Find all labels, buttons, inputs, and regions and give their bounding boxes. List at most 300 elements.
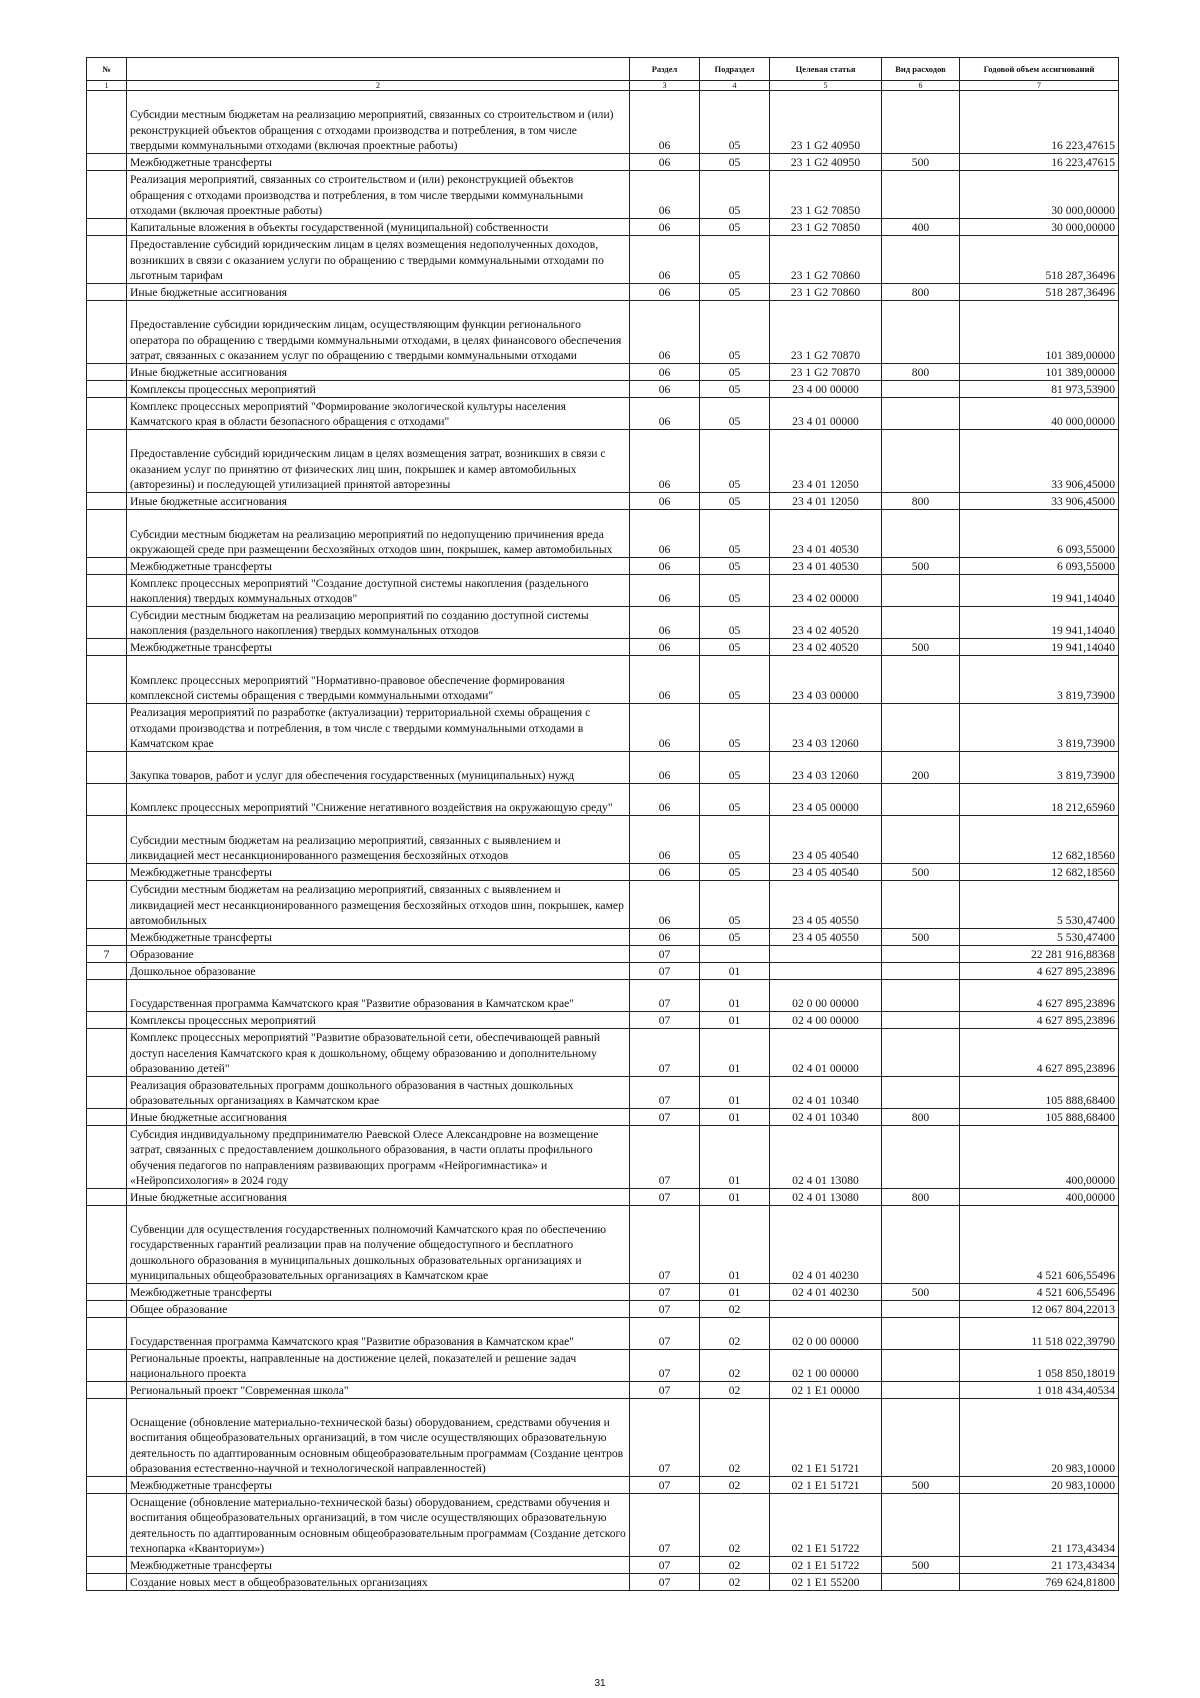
row-name: Иные бюджетные ассигнования <box>127 1189 630 1206</box>
row-target-article: 23 1 G2 70860 <box>770 284 882 301</box>
row-razdel: 07 <box>630 1318 700 1350</box>
row-razdel: 06 <box>630 656 700 704</box>
row-amount: 3 819,73900 <box>960 704 1119 752</box>
budget-table <box>86 57 1119 1591</box>
row-expense-type: 800 <box>882 284 960 301</box>
row-name: Комплекс процессных мероприятий "Формирование экологической культуры населения Камчатского края в области безопасного обращения с отходами" <box>127 398 630 430</box>
row-razdel: 07 <box>630 963 700 980</box>
table-row <box>87 946 1119 963</box>
row-razdel: 06 <box>630 864 700 881</box>
row-amount: 21 173,43434 <box>960 1494 1119 1557</box>
row-razdel: 07 <box>630 1399 700 1477</box>
row-name: Межбюджетные трансферты <box>127 929 630 946</box>
table-row <box>87 1012 1119 1029</box>
row-amount: 11 518 022,39790 <box>960 1318 1119 1350</box>
row-target-article: 23 4 02 40520 <box>770 607 882 639</box>
row-name: Оснащение (обновление материально-технической базы) оборудованием, средствами обучения и воспитания общеобразовательных организаций, в том числе осуществляющих образовательную деятельность по адаптированным основным общеобразовательным программам (Создание детского технопарка «Кванториум») <box>127 1494 630 1557</box>
row-number <box>87 1350 127 1382</box>
row-expense-type: 500 <box>882 864 960 881</box>
row-expense-type <box>882 430 960 493</box>
row-expense-type: 500 <box>882 558 960 575</box>
row-expense-type <box>882 704 960 752</box>
row-number <box>87 430 127 493</box>
row-target-article: 23 4 02 40520 <box>770 639 882 656</box>
column-number: 4 <box>700 81 770 91</box>
column-number: 5 <box>770 81 882 91</box>
column-number: 6 <box>882 81 960 91</box>
row-amount: 101 389,00000 <box>960 301 1119 364</box>
row-amount: 769 624,81800 <box>960 1574 1119 1591</box>
table-row <box>87 364 1119 381</box>
row-expense-type <box>882 91 960 154</box>
row-name: Межбюджетные трансферты <box>127 1284 630 1301</box>
row-amount: 101 389,00000 <box>960 364 1119 381</box>
row-podrazdel: 05 <box>700 493 770 510</box>
table-row <box>87 510 1119 558</box>
row-name: Государственная программа Камчатского края "Развитие образования в Камчатском крае" <box>127 1318 630 1350</box>
row-target-article: 02 1 00 00000 <box>770 1350 882 1382</box>
header-no: № <box>87 58 127 81</box>
row-expense-type: 500 <box>882 639 960 656</box>
row-number <box>87 929 127 946</box>
row-razdel: 07 <box>630 1126 700 1189</box>
row-name: Комплекс процессных мероприятий "Нормативно-правовое обеспечение формирования комплексной системы обращения с твердыми коммунальными отходами" <box>127 656 630 704</box>
row-number <box>87 1318 127 1350</box>
row-name: Иные бюджетные ассигнования <box>127 1109 630 1126</box>
row-name: Закупка товаров, работ и услуг для обеспечения государственных (муниципальных) нужд <box>127 752 630 784</box>
row-razdel: 06 <box>630 236 700 284</box>
row-target-article: 02 4 01 40230 <box>770 1206 882 1284</box>
row-name: Реализация мероприятий по разработке (актуализации) территориальной схемы обращения с отходами производства и потребления, в том числе с твердыми коммунальными отходами в Камчатском крае <box>127 704 630 752</box>
row-amount: 19 941,14040 <box>960 607 1119 639</box>
page-number: 31 <box>594 1678 606 1689</box>
row-target-article: 02 4 01 10340 <box>770 1077 882 1109</box>
row-podrazdel: 05 <box>700 154 770 171</box>
row-amount: 400,00000 <box>960 1126 1119 1189</box>
row-number <box>87 1574 127 1591</box>
row-name: Межбюджетные трансферты <box>127 154 630 171</box>
table-row <box>87 656 1119 704</box>
row-podrazdel: 01 <box>700 1126 770 1189</box>
row-target-article: 02 1 E1 55200 <box>770 1574 882 1591</box>
row-razdel: 06 <box>630 929 700 946</box>
table-row <box>87 1126 1119 1189</box>
row-target-article: 23 1 G2 70870 <box>770 364 882 381</box>
row-target-article: 02 1 E1 51721 <box>770 1399 882 1477</box>
row-podrazdel: 05 <box>700 284 770 301</box>
row-expense-type: 500 <box>882 1284 960 1301</box>
row-razdel: 06 <box>630 364 700 381</box>
row-target-article: 23 4 01 00000 <box>770 398 882 430</box>
column-number-row <box>87 81 1119 91</box>
row-amount: 4 521 606,55496 <box>960 1206 1119 1284</box>
column-number: 7 <box>960 81 1119 91</box>
row-podrazdel <box>700 946 770 963</box>
table-row <box>87 154 1119 171</box>
row-name: Оснащение (обновление материально-технической базы) оборудованием, средствами обучения и воспитания общеобразовательных организаций, в том числе осуществляющих образовательную деятельность по адаптированным основным общеобразовательным программам (Создание центров образования естественно-научной и технологической направленностей) <box>127 1399 630 1477</box>
row-amount: 4 627 895,23896 <box>960 963 1119 980</box>
row-amount: 4 627 895,23896 <box>960 1029 1119 1077</box>
row-name: Государственная программа Камчатского края "Развитие образования в Камчатском крае" <box>127 980 630 1012</box>
row-amount: 30 000,00000 <box>960 219 1119 236</box>
row-expense-type <box>882 1350 960 1382</box>
table-header-row <box>87 58 1119 81</box>
row-target-article: 02 1 E1 51721 <box>770 1477 882 1494</box>
row-target-article: 23 1 G2 70850 <box>770 171 882 219</box>
table-row <box>87 493 1119 510</box>
row-target-article: 02 4 01 13080 <box>770 1189 882 1206</box>
table-row <box>87 1494 1119 1557</box>
row-podrazdel: 05 <box>700 236 770 284</box>
row-target-article: 02 0 00 00000 <box>770 1318 882 1350</box>
row-number <box>87 864 127 881</box>
row-podrazdel: 05 <box>700 171 770 219</box>
row-amount: 20 983,10000 <box>960 1477 1119 1494</box>
row-podrazdel: 05 <box>700 558 770 575</box>
row-razdel: 07 <box>630 1029 700 1077</box>
row-target-article: 23 4 03 12060 <box>770 704 882 752</box>
row-expense-type: 800 <box>882 1189 960 1206</box>
row-name: Региональный проект "Современная школа" <box>127 1382 630 1399</box>
row-expense-type <box>882 1574 960 1591</box>
row-expense-type: 800 <box>882 493 960 510</box>
row-razdel: 06 <box>630 881 700 929</box>
row-expense-type <box>882 1318 960 1350</box>
row-name: Межбюджетные трансферты <box>127 1477 630 1494</box>
row-name: Региональные проекты, направленные на достижение целей, показателей и решение задач национального проекта <box>127 1350 630 1382</box>
row-name: Субсидия индивидуальному предпринимателю Раевской Олесе Александровне на возмещение затрат, связанных с предоставлением дошкольного образования, в части оплаты профильного обучения педагогов по направлениям развивающих программ «Нейрогимнастика» и «Нейропсихология» в 2024 году <box>127 1126 630 1189</box>
row-number <box>87 398 127 430</box>
row-name: Дошкольное образование <box>127 963 630 980</box>
row-amount: 19 941,14040 <box>960 639 1119 656</box>
row-number <box>87 510 127 558</box>
row-number <box>87 816 127 864</box>
row-podrazdel: 05 <box>700 91 770 154</box>
row-razdel: 06 <box>630 91 700 154</box>
row-amount: 400,00000 <box>960 1189 1119 1206</box>
row-podrazdel: 01 <box>700 1077 770 1109</box>
row-target-article: 23 4 02 00000 <box>770 575 882 607</box>
row-expense-type <box>882 1399 960 1477</box>
row-expense-type <box>882 1126 960 1189</box>
row-expense-type <box>882 1494 960 1557</box>
row-number <box>87 284 127 301</box>
row-target-article: 23 1 G2 70850 <box>770 219 882 236</box>
row-number <box>87 1477 127 1494</box>
row-number <box>87 171 127 219</box>
row-razdel: 06 <box>630 398 700 430</box>
row-number <box>87 656 127 704</box>
row-number <box>87 91 127 154</box>
table-row <box>87 284 1119 301</box>
table-row <box>87 1574 1119 1591</box>
row-podrazdel: 02 <box>700 1301 770 1318</box>
row-razdel: 06 <box>630 301 700 364</box>
row-expense-type <box>882 1301 960 1318</box>
row-expense-type <box>882 963 960 980</box>
row-amount: 1 018 434,40534 <box>960 1382 1119 1399</box>
row-podrazdel: 02 <box>700 1318 770 1350</box>
row-target-article: 23 1 G2 70860 <box>770 236 882 284</box>
table-row <box>87 963 1119 980</box>
row-podrazdel: 05 <box>700 752 770 784</box>
row-podrazdel: 05 <box>700 607 770 639</box>
row-number <box>87 1301 127 1318</box>
row-name: Межбюджетные трансферты <box>127 1557 630 1574</box>
row-podrazdel: 01 <box>700 980 770 1012</box>
row-name: Субсидии местным бюджетам на реализацию мероприятий, связанных со строительством и (или) реконструкцией объектов обращения с отходами производства и потребления, в том числе твердыми коммунальными отходами (включая проектные работы) <box>127 91 630 154</box>
table-row <box>87 980 1119 1012</box>
row-podrazdel: 05 <box>700 301 770 364</box>
row-amount: 105 888,68400 <box>960 1109 1119 1126</box>
row-razdel: 07 <box>630 946 700 963</box>
row-target-article: 23 1 G2 70870 <box>770 301 882 364</box>
row-target-article: 23 4 05 40540 <box>770 864 882 881</box>
row-number <box>87 1494 127 1557</box>
table-row <box>87 236 1119 284</box>
row-target-article: 02 1 E1 51722 <box>770 1494 882 1557</box>
table-row <box>87 1029 1119 1077</box>
row-target-article: 02 1 E1 00000 <box>770 1382 882 1399</box>
row-expense-type <box>882 946 960 963</box>
row-expense-type <box>882 656 960 704</box>
row-target-article: 02 4 00 00000 <box>770 1012 882 1029</box>
row-expense-type <box>882 301 960 364</box>
row-podrazdel: 05 <box>700 656 770 704</box>
row-razdel: 07 <box>630 1477 700 1494</box>
row-name: Субсидии местным бюджетам на реализацию мероприятий, связанных с выявлением и ликвидацией мест несанкционированного размещения бесхозяйных отходов шин, покрышек, камер автомобильных <box>127 881 630 929</box>
row-expense-type <box>882 1012 960 1029</box>
row-razdel: 06 <box>630 752 700 784</box>
row-amount: 12 682,18560 <box>960 864 1119 881</box>
row-target-article: 23 4 00 00000 <box>770 381 882 398</box>
row-amount: 40 000,00000 <box>960 398 1119 430</box>
row-amount: 33 906,45000 <box>960 430 1119 493</box>
row-number <box>87 364 127 381</box>
row-target-article: 23 4 01 12050 <box>770 430 882 493</box>
row-target-article: 23 4 03 12060 <box>770 752 882 784</box>
row-amount: 6 093,55000 <box>960 558 1119 575</box>
row-name: Комплекс процессных мероприятий "Развитие образовательной сети, обеспечивающей равный доступ населения Камчатского края к дошкольному, общему образованию и дополнительному образованию детей" <box>127 1029 630 1077</box>
row-expense-type <box>882 236 960 284</box>
table-row <box>87 929 1119 946</box>
row-razdel: 07 <box>630 1557 700 1574</box>
row-podrazdel: 02 <box>700 1574 770 1591</box>
row-number <box>87 1189 127 1206</box>
row-podrazdel: 02 <box>700 1557 770 1574</box>
table-row <box>87 1189 1119 1206</box>
row-number <box>87 1382 127 1399</box>
row-target-article: 02 4 01 40230 <box>770 1284 882 1301</box>
row-name: Комплексы процессных мероприятий <box>127 1012 630 1029</box>
table-row <box>87 639 1119 656</box>
row-razdel: 07 <box>630 1109 700 1126</box>
row-razdel: 07 <box>630 980 700 1012</box>
row-name: Образование <box>127 946 630 963</box>
row-target-article: 23 4 05 40540 <box>770 816 882 864</box>
row-expense-type: 200 <box>882 752 960 784</box>
row-expense-type <box>882 1029 960 1077</box>
row-name: Межбюджетные трансферты <box>127 558 630 575</box>
row-amount: 518 287,36496 <box>960 284 1119 301</box>
row-razdel: 06 <box>630 510 700 558</box>
table-row <box>87 607 1119 639</box>
row-expense-type: 500 <box>882 929 960 946</box>
row-razdel: 06 <box>630 171 700 219</box>
row-target-article: 02 4 01 13080 <box>770 1126 882 1189</box>
table-row <box>87 1477 1119 1494</box>
row-razdel: 06 <box>630 639 700 656</box>
row-amount: 12 067 804,22013 <box>960 1301 1119 1318</box>
row-razdel: 07 <box>630 1382 700 1399</box>
row-number <box>87 639 127 656</box>
row-name: Межбюджетные трансферты <box>127 864 630 881</box>
row-amount: 518 287,36496 <box>960 236 1119 284</box>
row-razdel: 06 <box>630 284 700 301</box>
row-razdel: 06 <box>630 154 700 171</box>
column-number: 3 <box>630 81 700 91</box>
row-target-article: 23 1 G2 40950 <box>770 154 882 171</box>
row-podrazdel: 05 <box>700 704 770 752</box>
row-expense-type <box>882 1077 960 1109</box>
row-amount: 16 223,47615 <box>960 154 1119 171</box>
row-number <box>87 219 127 236</box>
row-amount: 22 281 916,88368 <box>960 946 1119 963</box>
row-target-article: 02 1 E1 51722 <box>770 1557 882 1574</box>
row-number <box>87 236 127 284</box>
row-amount: 1 058 850,18019 <box>960 1350 1119 1382</box>
row-target-article: 23 4 05 40550 <box>770 881 882 929</box>
row-amount: 18 212,65960 <box>960 784 1119 816</box>
row-amount: 4 627 895,23896 <box>960 980 1119 1012</box>
row-amount: 33 906,45000 <box>960 493 1119 510</box>
header-podrazdel: Подраздел <box>700 58 770 81</box>
row-podrazdel: 05 <box>700 398 770 430</box>
row-amount: 4 521 606,55496 <box>960 1284 1119 1301</box>
row-expense-type <box>882 816 960 864</box>
table-row <box>87 752 1119 784</box>
row-name: Предоставление субсидий юридическим лицам в целях возмещения затрат, возникших в связи с оказанием услуг по принятию от физических лиц шин, покрышек и камер автомобильных (авторезины) и последующей утилизацией принятой авторезины <box>127 430 630 493</box>
row-expense-type <box>882 1206 960 1284</box>
table-row <box>87 301 1119 364</box>
row-podrazdel: 05 <box>700 864 770 881</box>
table-row <box>87 219 1119 236</box>
row-razdel: 07 <box>630 1350 700 1382</box>
row-name: Межбюджетные трансферты <box>127 639 630 656</box>
row-expense-type: 500 <box>882 1557 960 1574</box>
table-row <box>87 1557 1119 1574</box>
row-number <box>87 575 127 607</box>
row-target-article: 02 4 01 00000 <box>770 1029 882 1077</box>
row-expense-type <box>882 398 960 430</box>
row-target-article <box>770 963 882 980</box>
row-target-article: 02 0 00 00000 <box>770 980 882 1012</box>
row-podrazdel: 05 <box>700 929 770 946</box>
row-amount: 16 223,47615 <box>960 91 1119 154</box>
table-row <box>87 91 1119 154</box>
row-name: Реализация образовательных программ дошкольного образования в частных дошкольных образовательных организациях в Камчатском крае <box>127 1077 630 1109</box>
row-number <box>87 784 127 816</box>
row-number <box>87 1557 127 1574</box>
row-podrazdel: 01 <box>700 1029 770 1077</box>
row-number <box>87 881 127 929</box>
row-podrazdel: 05 <box>700 816 770 864</box>
row-name: Предоставление субсидии юридическим лицам, осуществляющим функции регионального оператора по обращению с твердыми коммунальными отходами, в целях финансового обеспечения затрат, связанных с оказанием услуг по обращению с твердыми коммунальными отходами <box>127 301 630 364</box>
table-row <box>87 398 1119 430</box>
row-razdel: 07 <box>630 1012 700 1029</box>
table-row <box>87 1206 1119 1284</box>
row-number <box>87 1126 127 1189</box>
row-razdel: 06 <box>630 430 700 493</box>
row-podrazdel: 05 <box>700 381 770 398</box>
row-razdel: 07 <box>630 1574 700 1591</box>
row-number <box>87 381 127 398</box>
row-expense-type: 400 <box>882 219 960 236</box>
row-name: Иные бюджетные ассигнования <box>127 284 630 301</box>
row-razdel: 06 <box>630 219 700 236</box>
row-podrazdel: 01 <box>700 963 770 980</box>
table-row <box>87 1318 1119 1350</box>
row-amount: 6 093,55000 <box>960 510 1119 558</box>
row-expense-type: 800 <box>882 1109 960 1126</box>
row-name: Создание новых мест в общеобразовательных организациях <box>127 1574 630 1591</box>
row-podrazdel: 02 <box>700 1399 770 1477</box>
table-row <box>87 1301 1119 1318</box>
row-amount: 81 973,53900 <box>960 381 1119 398</box>
table-row <box>87 881 1119 929</box>
row-target-article: 23 4 05 40550 <box>770 929 882 946</box>
row-name: Комплекс процессных мероприятий "Создание доступной системы накопления (раздельного накопления) твердых коммунальных отходов" <box>127 575 630 607</box>
table-row <box>87 171 1119 219</box>
row-expense-type: 800 <box>882 364 960 381</box>
row-name: Капитальные вложения в объекты государственной (муниципальной) собственности <box>127 219 630 236</box>
row-name: Иные бюджетные ассигнования <box>127 493 630 510</box>
row-amount: 3 819,73900 <box>960 656 1119 704</box>
table-row <box>87 1350 1119 1382</box>
row-number <box>87 301 127 364</box>
row-number: 7 <box>87 946 127 963</box>
row-target-article: 02 4 01 10340 <box>770 1109 882 1126</box>
row-expense-type <box>882 980 960 1012</box>
row-number <box>87 1206 127 1284</box>
table-row <box>87 704 1119 752</box>
row-amount: 105 888,68400 <box>960 1077 1119 1109</box>
row-razdel: 07 <box>630 1284 700 1301</box>
row-podrazdel: 05 <box>700 639 770 656</box>
row-number <box>87 607 127 639</box>
row-podrazdel: 02 <box>700 1477 770 1494</box>
table-row <box>87 784 1119 816</box>
table-row <box>87 1399 1119 1477</box>
table-row <box>87 1109 1119 1126</box>
table-row <box>87 816 1119 864</box>
row-podrazdel: 05 <box>700 219 770 236</box>
row-expense-type <box>882 381 960 398</box>
row-amount: 30 000,00000 <box>960 171 1119 219</box>
row-number <box>87 1109 127 1126</box>
row-podrazdel: 05 <box>700 575 770 607</box>
row-number <box>87 1077 127 1109</box>
row-target-article: 23 4 05 00000 <box>770 784 882 816</box>
row-amount: 20 983,10000 <box>960 1399 1119 1477</box>
row-number <box>87 1399 127 1477</box>
row-target-article: 23 4 03 00000 <box>770 656 882 704</box>
row-expense-type <box>882 607 960 639</box>
row-razdel: 06 <box>630 607 700 639</box>
row-number <box>87 154 127 171</box>
row-name: Предоставление субсидий юридическим лицам в целях возмещения недополученных доходов, возникших в связи с оказанием услуги по обращению с твердыми коммунальными отходами по льготным тарифам <box>127 236 630 284</box>
row-number <box>87 1284 127 1301</box>
